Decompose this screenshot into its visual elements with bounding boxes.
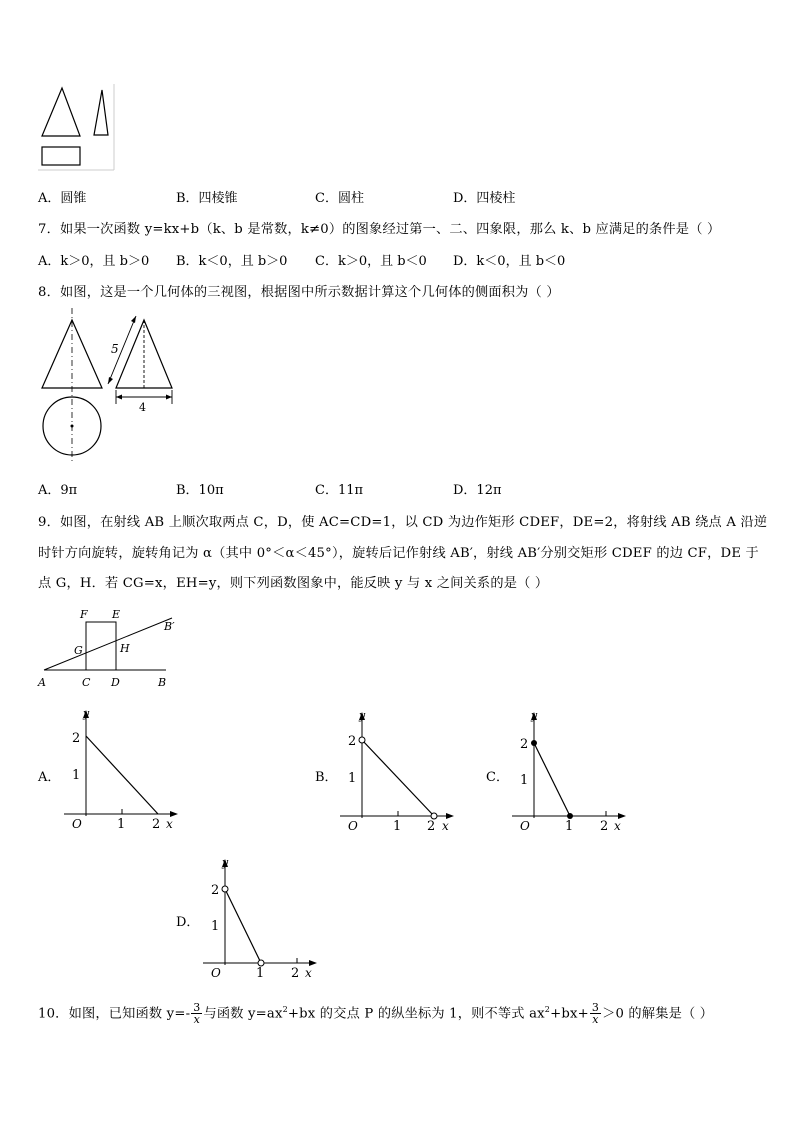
q7-option-d: D．k＜0，且 b＜0 bbox=[453, 254, 566, 269]
svg-text:2: 2 bbox=[291, 966, 300, 981]
q9-rectangle-ray-figure bbox=[36, 604, 186, 690]
svg-text:2: 2 bbox=[427, 819, 436, 834]
q7-stem: 7．如果一次函数 y=kx+b（k、b 是常数，k≠0）的图象经过第一、二、四象限，那么 k、b 应满足的条件是（ ） bbox=[38, 222, 721, 237]
svg-text:1: 1 bbox=[211, 919, 220, 934]
q9-option-b-label: B． bbox=[315, 770, 338, 785]
q9-stem-line-1: 9．如图，在射线 AB 上顺次取两点 C，D，使 AC=CD=1，以 CD 为边作矩形 CDEF，DE=2，将射线 AB 绕点 A 沿逆 bbox=[38, 515, 768, 530]
q8-option-b: B．10π bbox=[176, 483, 224, 498]
q8-label-4: 4 bbox=[139, 401, 146, 414]
q10-fraction-2: $\frac{3}{x}$ bbox=[591, 1001, 600, 1027]
svg-text:x: x bbox=[305, 966, 312, 980]
svg-text:C: C bbox=[82, 676, 91, 689]
svg-text:O: O bbox=[211, 966, 221, 980]
q8-cone-three-view-figure bbox=[38, 308, 183, 468]
q8-option-a: A．9π bbox=[38, 483, 78, 498]
q9-stem-line-3: 点 G，H．若 CG=x，EH=y，则下列函数图象中，能反映 y 与 x 之间关系的是（ ） bbox=[38, 576, 549, 591]
q10-stem: 10．如图，已知函数 y=- $\frac{3}{x}$ 与函数 $y=ax^2+bx$ 的交点 P 的纵坐标为 1，则不等式 $ax^2+bx+$ $\frac{3}{x}$ ＞0 的解集是（ ） bbox=[38, 1001, 714, 1027]
svg-text:1: 1 bbox=[348, 771, 357, 786]
q9-graph-c bbox=[510, 708, 635, 834]
q7-option-c: C．k＞0，且 b＜0 bbox=[315, 254, 427, 269]
q8-option-d: D．12π bbox=[453, 483, 502, 498]
q9-option-a-label: A． bbox=[38, 770, 61, 785]
svg-text:2: 2 bbox=[211, 883, 220, 898]
q9-option-d-label: D． bbox=[176, 915, 200, 930]
q7-option-b: B．k＜0，且 b＞0 bbox=[176, 254, 288, 269]
svg-text:G: G bbox=[74, 644, 83, 657]
svg-text:x: x bbox=[442, 819, 449, 833]
svg-text:y: y bbox=[359, 709, 366, 722]
svg-text:B′: B′ bbox=[164, 620, 175, 633]
q6-option-b: B．四棱锥 bbox=[176, 191, 238, 206]
svg-text:1: 1 bbox=[393, 819, 402, 834]
q9-option-c-label: C． bbox=[486, 770, 509, 785]
q9-graph-d bbox=[201, 855, 326, 981]
svg-text:1: 1 bbox=[565, 819, 574, 834]
q7-option-a: A．k＞0，且 b＞0 bbox=[38, 254, 150, 269]
q6-side-view-triangle bbox=[94, 90, 108, 135]
svg-text:B: B bbox=[158, 676, 167, 689]
svg-text:F: F bbox=[80, 608, 88, 621]
q9-stem-line-2: 时针方向旋转，旋转角记为 α（其中 0°＜α＜45°），旋转后记作射线 AB′，射线 AB′分别交矩形 CDEF 的边 CF，DE 于 bbox=[38, 546, 759, 561]
q6-option-a: A．圆锥 bbox=[38, 191, 87, 206]
svg-text:x: x bbox=[614, 819, 621, 833]
svg-text:2: 2 bbox=[520, 737, 529, 752]
q9-graph-b bbox=[338, 708, 463, 834]
q10-fraction-1: $\frac{3}{x}$ bbox=[193, 1001, 201, 1027]
q6-top-view-rectangle bbox=[42, 147, 80, 165]
q6-three-view-figure bbox=[38, 84, 122, 172]
q8-option-c: C．11π bbox=[315, 483, 364, 498]
svg-text:O: O bbox=[348, 819, 358, 833]
svg-text:2: 2 bbox=[72, 731, 81, 746]
svg-text:H: H bbox=[120, 642, 130, 655]
q6-front-view-triangle bbox=[42, 88, 80, 136]
svg-text:E: E bbox=[112, 608, 121, 621]
svg-text:1: 1 bbox=[520, 773, 529, 788]
svg-text:1: 1 bbox=[256, 966, 265, 981]
svg-text:O: O bbox=[520, 819, 530, 833]
svg-text:2: 2 bbox=[152, 817, 161, 832]
svg-text:1: 1 bbox=[72, 768, 81, 783]
q6-option-d: D．四棱柱 bbox=[453, 191, 516, 206]
q8-stem: 8．如图，这是一个几何体的三视图，根据图中所示数据计算这个几何体的侧面积为（ ） bbox=[38, 285, 560, 300]
q6-option-c: C．圆柱 bbox=[315, 191, 364, 206]
svg-text:1: 1 bbox=[117, 817, 126, 832]
svg-text:A: A bbox=[38, 676, 46, 689]
svg-text:y: y bbox=[83, 707, 90, 720]
svg-text:y: y bbox=[222, 856, 229, 869]
svg-text:y: y bbox=[531, 709, 538, 722]
svg-text:x: x bbox=[166, 817, 173, 831]
svg-text:D: D bbox=[111, 676, 120, 689]
svg-text:O: O bbox=[72, 817, 82, 831]
svg-text:2: 2 bbox=[348, 734, 357, 749]
q9-graph-a bbox=[62, 706, 187, 832]
svg-text:2: 2 bbox=[600, 819, 609, 834]
q8-label-5: 5 bbox=[111, 342, 119, 356]
